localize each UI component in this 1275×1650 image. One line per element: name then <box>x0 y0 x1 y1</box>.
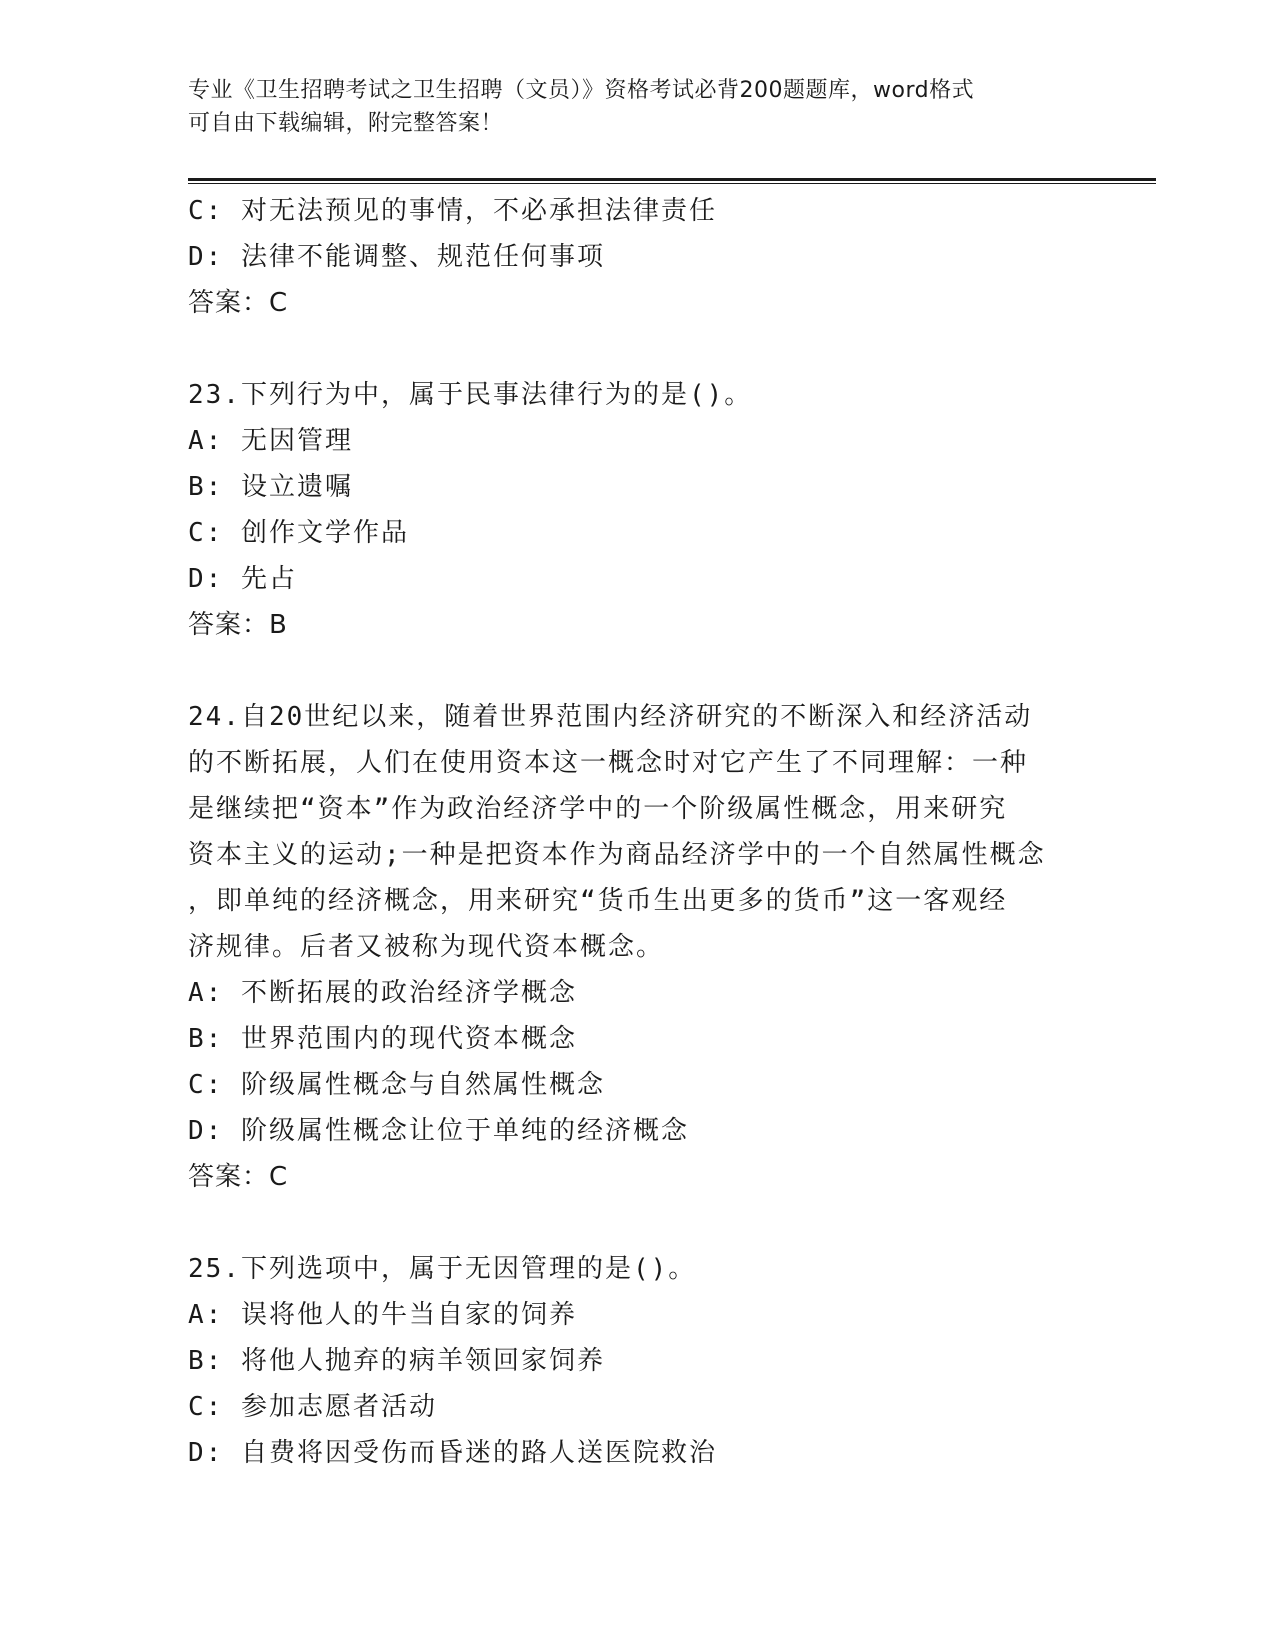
q24-stem-line-4: 资本主义的运动;一种是把资本作为商品经济学中的一个自然属性概念 <box>188 840 1046 870</box>
q22-option-c: C: 对无法预见的事情，不必承担法律责任 <box>188 196 717 226</box>
q24-stem-line-6: 济规律。后者又被称为现代资本概念。 <box>188 932 665 962</box>
header-divider-thin <box>188 183 1156 184</box>
q25-option-a: A: 误将他人的牛当自家的饲养 <box>188 1300 577 1330</box>
q22-option-d: D: 法律不能调整、规范任何事项 <box>188 242 605 272</box>
question-list <box>188 188 1088 1476</box>
q25-option-c: C: 参加志愿者活动 <box>188 1392 437 1422</box>
header-title-line-2: 可自由下载编辑，附完整答案！ <box>188 111 504 136</box>
header-title-line-1: 专业《卫生招聘考试之卫生招聘（文员）》资格考试必背200题题库，word格式 <box>188 78 975 103</box>
q24-option-d: D: 阶级属性概念让位于单纯的经济概念 <box>188 1116 689 1146</box>
q24-option-a: A: 不断拓展的政治经济学概念 <box>188 978 577 1008</box>
q23-option-a: A: 无因管理 <box>188 426 353 456</box>
q23-option-c: C: 创作文学作品 <box>188 518 409 548</box>
q24-option-c: C: 阶级属性概念与自然属性概念 <box>188 1070 605 1100</box>
q24-stem-line-3: 是继续把“资本”作为政治经济学中的一个阶级属性概念，用来研究 <box>188 794 1008 824</box>
question-22 <box>188 188 1088 326</box>
question-spacer <box>188 648 1088 694</box>
question-25 <box>188 1246 1088 1476</box>
question-spacer <box>188 326 1088 372</box>
question-24 <box>188 694 1088 1200</box>
q23-option-d: D: 先占 <box>188 564 297 594</box>
header-divider-thick <box>188 178 1156 181</box>
q22-answer: 答案：C <box>188 288 289 318</box>
question-23 <box>188 372 1088 648</box>
q24-stem-line-5: ，即单纯的经济概念，用来研究“货币生出更多的货币”这一客观经 <box>188 886 1008 916</box>
question-spacer <box>188 1200 1088 1246</box>
document-header <box>188 74 1088 140</box>
q25-stem: 25.下列选项中，属于无因管理的是()。 <box>188 1254 697 1284</box>
q24-stem-line-2: 的不断拓展，人们在使用资本这一概念时对它产生了不同理解：一种 <box>188 748 1029 778</box>
q23-option-b: B: 设立遗嘱 <box>188 472 353 502</box>
q23-answer: 答案：B <box>188 610 288 640</box>
q24-stem-line-1: 24.自20世纪以来，随着世界范围内经济研究的不断深入和经济活动 <box>188 702 1033 732</box>
q24-answer: 答案：C <box>188 1162 289 1192</box>
q23-stem: 23.下列行为中，属于民事法律行为的是()。 <box>188 380 753 410</box>
q24-option-b: B: 世界范围内的现代资本概念 <box>188 1024 577 1054</box>
q25-option-b: B: 将他人抛弃的病羊领回家饲养 <box>188 1346 605 1376</box>
q25-option-d: D: 自费将因受伤而昏迷的路人送医院救治 <box>188 1438 717 1468</box>
